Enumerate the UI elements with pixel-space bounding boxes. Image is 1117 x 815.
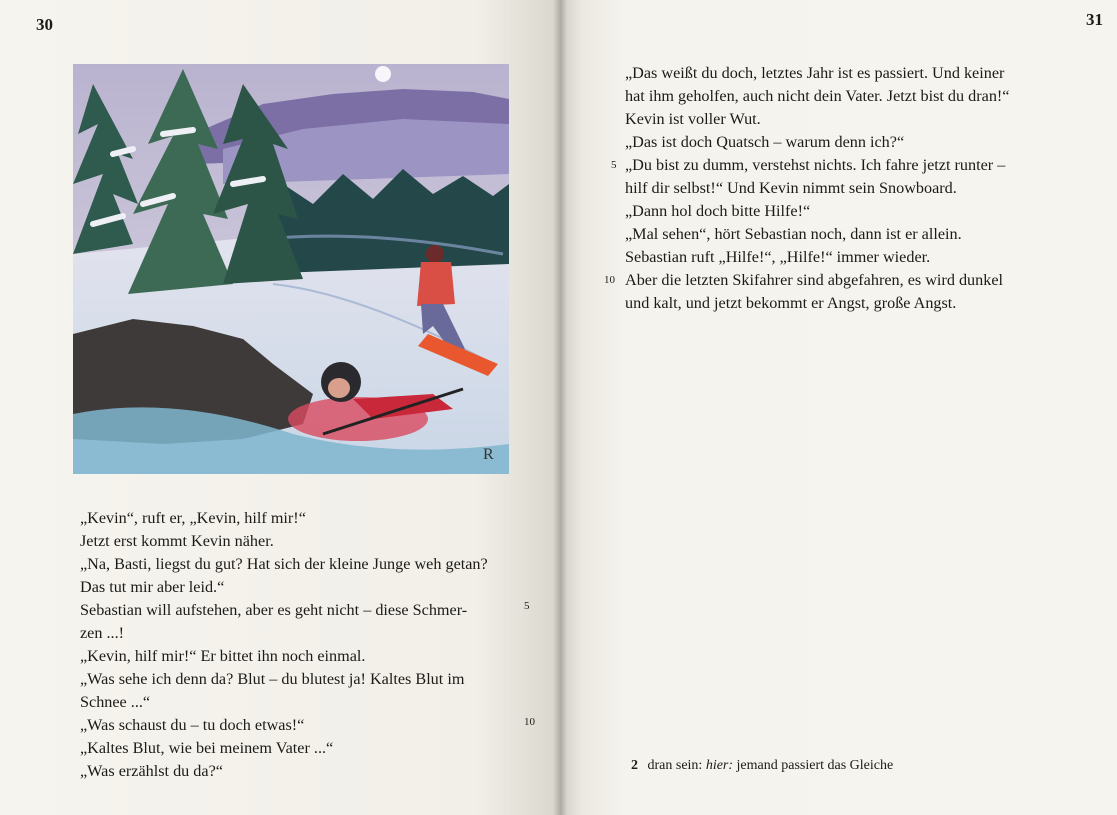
text-line: Schnee ...“ [80, 693, 151, 711]
book-gutter [553, 0, 567, 815]
text-line: Jetzt erst kommt Kevin näher. [80, 532, 274, 550]
text-line: „Kevin, hilf mir!“ Er bittet ihn noch einmal. [80, 647, 366, 665]
text-line: „Kevin“, ruft er, „Kevin, hilf mir!“ [80, 509, 306, 527]
illustration-canvas [73, 64, 509, 474]
text-line: „Du bist zu dumm, verstehst nichts. Ich fahre jetzt runter – [625, 156, 1006, 174]
line-number-5-right: 5 [611, 159, 617, 171]
footnote-hint: hier: [705, 758, 734, 773]
text-line: „Mal sehen“, hört Sebastian noch, dann ist er allein. [625, 225, 962, 243]
text-line: Kevin ist voller Wut. [625, 110, 761, 128]
moon [375, 66, 391, 82]
line-number-10-right: 10 [604, 274, 615, 286]
footnote-term: dran sein: [647, 758, 703, 773]
snowboarder-jacket [417, 262, 455, 306]
line-number-5-left: 5 [524, 600, 530, 612]
text-line: „Was schaust du – tu doch etwas!“ [80, 716, 305, 734]
footnote [631, 758, 893, 774]
artist-signature: R [483, 446, 494, 463]
text-line: „Kaltes Blut, wie bei meinem Vater ...“ [80, 739, 334, 757]
page-number-left: 30 [36, 15, 53, 34]
text-line: Aber die letzten Skifahrer sind abgefahren, es wird dunkel [625, 271, 1004, 289]
left-page-text [80, 507, 520, 783]
footnote-definition: jemand passiert das Gleiche [736, 758, 894, 773]
text-line: „Was erzählst du da?“ [80, 762, 223, 780]
footnote-number: 2 [631, 758, 638, 773]
text-line: zen ...! [80, 624, 125, 642]
text-line: Sebastian ruft „Hilfe!“, „Hilfe!“ immer wieder. [625, 248, 931, 266]
text-line: „Das weißt du doch, letztes Jahr ist es passiert. Und keiner [625, 64, 1005, 82]
text-line: „Was sehe ich denn da? Blut – du blutest ja! Kaltes Blut im [80, 670, 465, 688]
snowboarder-head [426, 245, 444, 263]
skier-face [328, 378, 350, 398]
right-page-text [625, 62, 1065, 315]
text-line: „Na, Basti, liegst du gut? Hat sich der kleine Junge weh getan? [80, 555, 488, 573]
text-line: und kalt, und jetzt bekommt er Angst, große Angst. [625, 294, 957, 312]
text-line: „Das ist doch Quatsch – warum denn ich?“ [625, 133, 905, 151]
text-line: Sebastian will aufstehen, aber es geht nicht – diese Schmer- [80, 601, 468, 619]
line-number-10-left: 10 [524, 716, 535, 728]
text-line: „Dann hol doch bitte Hilfe!“ [625, 202, 811, 220]
text-line: Das tut mir aber leid.“ [80, 578, 225, 596]
text-line: hat ihm geholfen, auch nicht dein Vater. Jetzt bist du dran!“ [625, 87, 1010, 105]
text-line: hilf dir selbst!“ Und Kevin nimmt sein Snowboard. [625, 179, 957, 197]
illustration [73, 64, 509, 474]
page-number-right: 31 [1086, 10, 1103, 29]
